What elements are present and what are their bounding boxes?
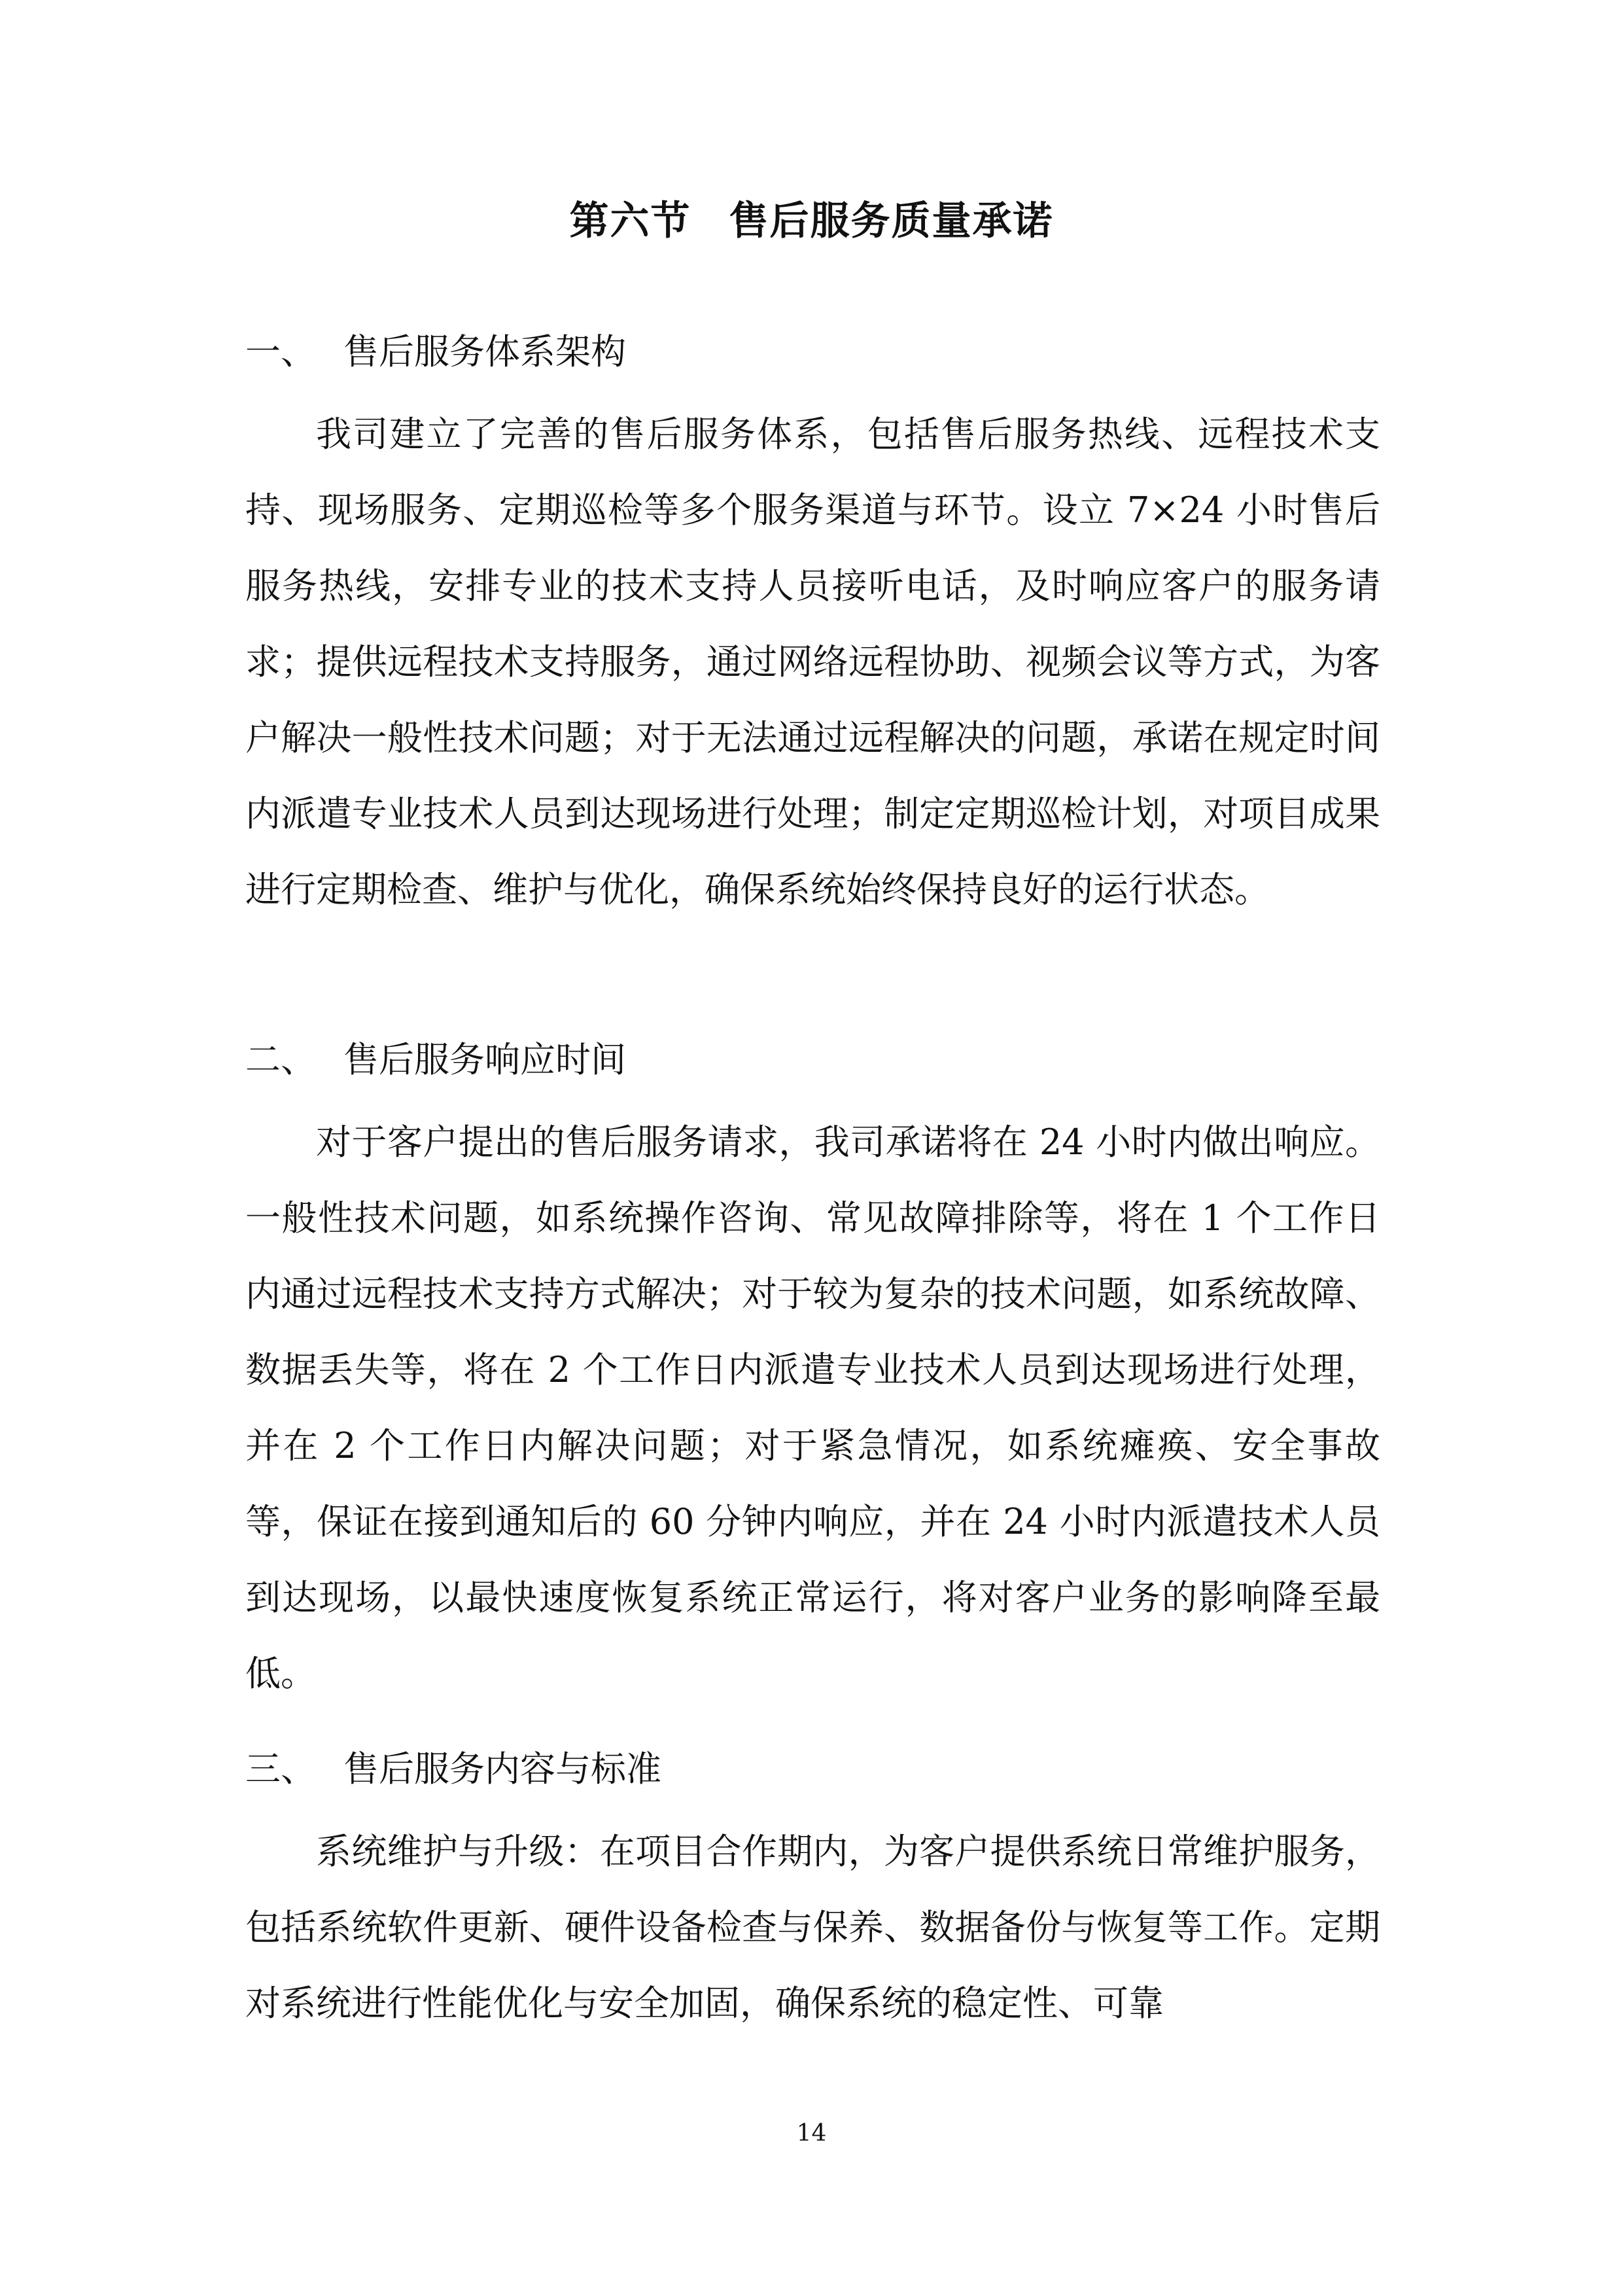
part-2-heading-text: 售后服务响应时间: [343, 1039, 626, 1080]
part-2-number: 二、: [245, 1039, 316, 1080]
section-title-text: 售后服务质量承诺: [729, 198, 1054, 244]
part-1-heading: [245, 326, 626, 378]
part-3-number: 三、: [245, 1748, 316, 1790]
section-title: [0, 195, 1623, 247]
part-1-number: 一、: [245, 331, 316, 372]
part-1-paragraph: 我司建立了完善的售后服务体系，包括售后服务热线、远程技术支持、现场服务、定期巡检等多个服务渠道与环节。设立 7×24 小时售后服务热线，安排专业的技术支持人员接听电话，及时响应客户的服务请求；提供远程技术支持服务，通过网络远程协助、视频会议等方式，为客户解决一般性技术问题；对于无法通过远程解决的问题，承诺在规定时间内派遣专业技术人员到达现场进行处理；制定定期巡检计划，对项目成果进行定期检查、维护与优化，确保系统始终保持良好的运行状态。: [245, 414, 1380, 910]
part-3-heading: [245, 1743, 661, 1795]
part-3-paragraph: 系统维护与升级：在项目合作期内，为客户提供系统日常维护服务，包括系统软件更新、硬件设备检查与保养、数据备份与恢复等工作。定期对系统进行性能优化与安全加固，确保系统的稳定性、可靠: [245, 1831, 1380, 2024]
part-2-heading: [245, 1034, 626, 1086]
part-2-paragraph: 对于客户提出的售后服务请求，我司承诺将在 24 小时内做出响应。一般性技术问题，如系统操作咨询、常见故障排除等，将在 1 个工作日内通过远程技术支持方式解决；对于较为复杂的技术问题，如系统故障、数据丢失等，将在 2 个工作日内派遣专业技术人员到达现场进行处理，并在 2 个工作日内解决问题；对于紧急情况，如系统瘫痪、安全事故等，保证在接到通知后的 60 分钟内响应，并在 24 小时内派遣技术人员到达现场，以最快速度恢复系统正常运行，将对客户业务的影响降至最低。: [245, 1122, 1380, 1694]
page-number: 14: [796, 2120, 827, 2147]
part-3-heading-text: 售后服务内容与标准: [343, 1748, 661, 1790]
section-number: 第六节: [569, 198, 691, 244]
part-1-heading-text: 售后服务体系架构: [343, 331, 626, 372]
